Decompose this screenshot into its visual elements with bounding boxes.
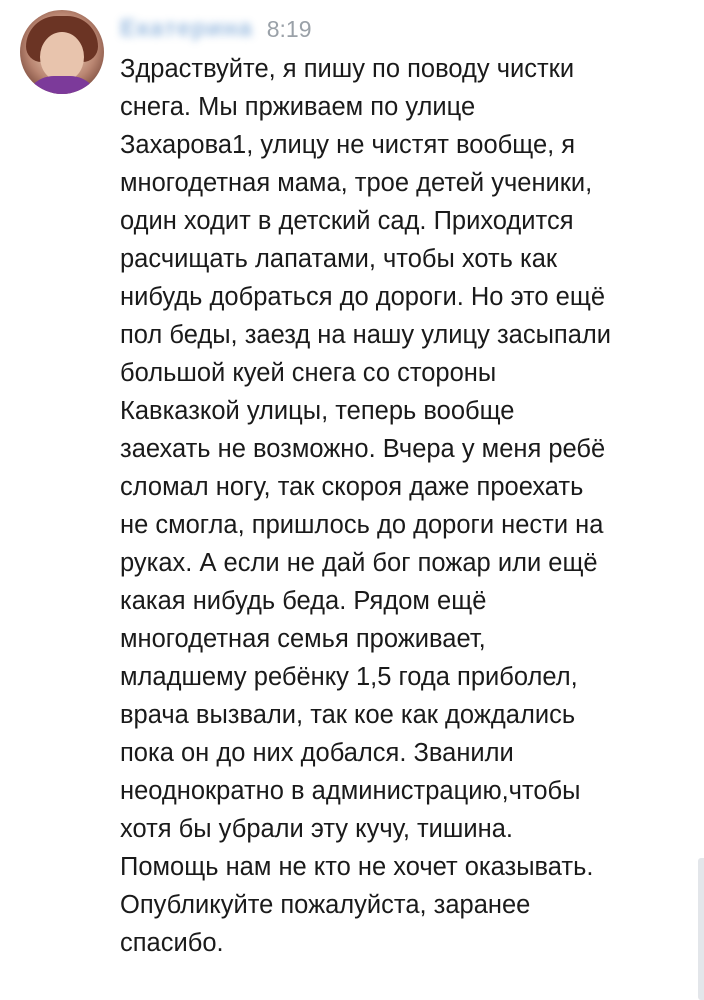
message-line: пока он до них добался. Званили: [120, 739, 514, 767]
message-line: Помощь нам не кто не хочет оказывать.: [120, 853, 594, 881]
avatar-face: [40, 32, 84, 82]
message-line: Здраствуйте, я пишу по поводу чистки: [120, 55, 575, 83]
message-line: заехать не возможно. Вчера у меня ребё: [120, 435, 606, 463]
message-line: пол беды, заезд на нашу улицу засыпали: [120, 321, 612, 349]
message-line: младшему ребёнку 1,5 года приболел,: [120, 663, 578, 691]
message-text: [120, 50, 695, 962]
message-line: врача вызвали, так кое как дождались: [120, 701, 576, 729]
scrollbar[interactable]: [698, 858, 704, 1000]
message-line: Кавказкой улицы, теперь вообще: [120, 397, 515, 425]
message-line: неоднократно в администрацию,чтобы: [120, 777, 581, 805]
message-line: нибудь добраться до дороги. Но это ещё: [120, 283, 606, 311]
message-header: [120, 12, 312, 46]
avatar-shirt: [24, 76, 100, 94]
message-line: большой куей снега со стороны: [120, 359, 497, 387]
message-line: снега. Мы прживаем по улице: [120, 93, 476, 121]
message-timestamp: 8:19: [266, 15, 312, 42]
message-line: многодетная семья проживает,: [120, 625, 486, 653]
message-line: руках. А если не дай бог пожар или ещё: [120, 549, 598, 577]
message-line: Захарова1, улицу не чистят вообще, я: [120, 131, 576, 159]
author-name[interactable]: Екатерина: [120, 15, 253, 42]
message-line: расчищать лапатами, чтобы хоть как: [120, 245, 558, 273]
avatar[interactable]: [20, 10, 104, 94]
message-line: Опубликуйте пожалуйста, заранее: [120, 891, 531, 919]
message-line: сломал ногу, так скороя даже проехать: [120, 473, 584, 501]
message-line: многодетная мама, трое детей ученики,: [120, 169, 593, 197]
message-line: один ходит в детский сад. Приходится: [120, 207, 574, 235]
message-line: не смогла, пришлось до дороги нести на: [120, 511, 604, 539]
message-line: какая нибудь беда. Рядом ещё: [120, 587, 487, 615]
message-line: хотя бы убрали эту кучу, тишина.: [120, 815, 513, 843]
message-line: спасибо.: [120, 929, 224, 957]
